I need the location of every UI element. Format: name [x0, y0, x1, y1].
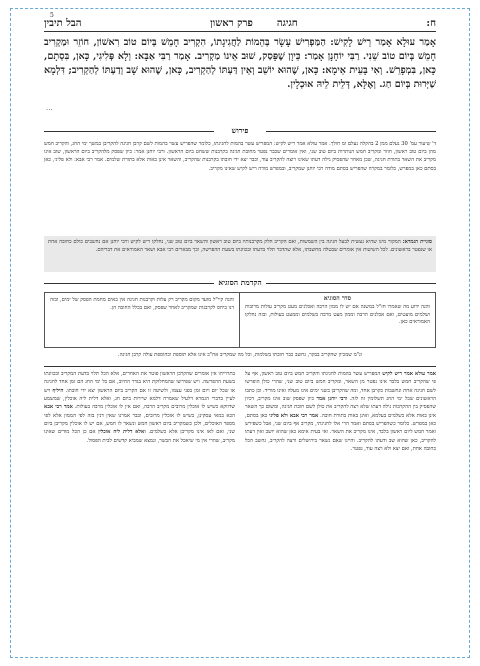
dibur-hamatchil: אמר רבי אבא ולא פליגי [269, 412, 319, 419]
paragraph-text: ויש לעיין בדברי הגמרא דלעיל שאמרה דלמא שיירות ביום חג, ואלא דלית ליה אוכלין, שמשמע שדווקא כשיש לו אוכלין מרובים מקריב הרבה, ואם אין לו אוכלין מרבה בעולות. [44, 387, 235, 411]
header-folio: ח: [426, 17, 436, 29]
header-middle [210, 18, 298, 29]
intro-box [44, 292, 436, 348]
dibur-hamatchil: אמר רבי אבא [44, 404, 73, 411]
heading-rule [44, 283, 214, 284]
intro-box-left-text: והנה קיי"ל מועד מקום מקריב רק עלות וקרבנות חגיגה אין באים מחמת הפסק של ימים, ובזה דנו ביחס לקרבנות שמקריב לאחר שפסק, ואם בכלל החובה הן. [50, 297, 234, 311]
text-ellipsis: ... [46, 104, 53, 112]
intro-box-right-heading: סדר הסוגיא [323, 295, 352, 302]
peirush-heading [44, 126, 436, 136]
heading-rule [44, 131, 214, 132]
main-text: אָמַר עוּלָא אָמַר רֵישׁ לָקִישׁ: הַמַּפְרִישׁ עָשָׂר בְּהֵמוֹת לַחֲגִיגָתוֹ, הִקְרִיב חָמֵשׁ בְּיוֹם טוֹב רִאשׁוֹן, חוֹזֵר וּמַקְרִיב חָמֵשׁ בְּיוֹם טוֹב שֵׁנִי. רַבִּי יוֹחָנָן אָמַר: כֵּיוָן שֶׁפָּסַק, שׁוּב אֵינוֹ מַקְרִיב. אָמַר רַבִּי אַבָּא: וְלָא פְּלִיגִי, כָּאן, בִּסְתָם, כָּאן, בִּמְפָרֵשׁ. וְאִי בָּעֵית אֵימָא: כָּאן, שֶׁהוּא יוֹשֵׁב וְאֵין דַּעְתּוֹ לְהַקְרִיב, כָּאן, שֶׁהוּא שָׁב וְדַעְתּוֹ לְהַקְרִיב; דִּלְמָא שַׁיְּרוּת בְּיוֹם חַג. וְאֶלָּא, דְּלֵית לֵיהּ אוּכְלָין. [44, 37, 436, 90]
peirush-title: פירוש [231, 126, 249, 135]
hakdama-title: הקדמת הסוגיא [218, 278, 262, 287]
intro-box-right [240, 293, 435, 347]
paragraph-text: אם כן הכל מודים שאינו מקריב, שהרי אין מי שיאכל את הבשר, ונמצא שמביא קדשים לבית הפסול. [44, 429, 235, 444]
sugya-text: המקור מינו שהיא נעשית לבעל חגיגה בין השמשות, ואם הקריב חלק מקרבנותיו ביום טוב ראשון והשאר ביום טוב שני, נחלקו ריש לקיש ורבי יוחנן אם נחשבים כולם כחובה אחת או שנפטר בראשונים. לכל השיטות אין אומרים שבטלה מחשבתו, אלא שהדבר תלוי בדעתו ובכוונתו בשעת ההפרשה, וכך מבארים רבי אבא ושאר האמוראים את דבריהם. [48, 239, 432, 254]
header-chapter: פרק ראשון [210, 17, 253, 29]
intro-note: ונ"מ שמכיון שהקריב בבקר, נחשב כבר חובתו בשלמות, וכל מה שמקריב אח"כ אינו אלא תוספת וכהוספת עולה קרבן חגיגה. [117, 352, 363, 358]
paragraph-text: המפריש עשר בהמות לחגיגתו והקריב חמש ביום טוב ראשון, אף על פי שהקריב חמש בלבד אינו נפטר מן השאר, ומקריב חמש ביום טוב שני, שהרי כולן הופרשו לשם חגיגה אחת ונחשבות כקרבן אחד, ומה שהקריבן בשני ימים אינו מעלה ואינו מוריד. וכן כתבו הראשונים שכל ימי החג תשלומין זה לזה. [245, 371, 436, 403]
dibur-hamatchil: ואלא דלית ליה אוכלין [98, 429, 146, 436]
header-tractate: חגיגה [276, 17, 298, 29]
column-right [245, 370, 436, 650]
column-left [44, 370, 235, 650]
intro-box-left [45, 293, 240, 347]
section-rule [44, 366, 436, 367]
header-rule [44, 31, 436, 32]
sugya-box [44, 236, 436, 272]
paragraph-text: כאן בסתם, כאן במפרש. כלומר כשהפריש בסתם ואמר הרי אלו לחגיגתי, מקריב אף ביום שני, אבל כשפירש ואמר חמש ליום ראשון בלבד, אינו מקריב את השאר. ואי בעית אימא כאן שהוא יושב ואין דעתו להקריב, כאן שהוא שב ודעתו להקריב. והיינו שאם נשאר בירושלים ורצה להקריב, נחשב הכל כחובה אחת, ואם יצא ולא רצה עוד, נפטר. [245, 412, 436, 453]
intro-box-right-text: והנה ידוע מה שאמרו חז"ל במשנה אם יש לו ממון הרבה ואכלנים מעט מקריב עולות מרובות ושלמים מועטים, ואם אכלנים הרבה וממון מעט מרבה בשלמים וממעט בעולות, ובזה נחלקו האמוראים כאן. [245, 304, 430, 326]
sugya-label: סוגיית הגמרא: [402, 239, 433, 245]
page-corner-number: 5 [50, 12, 54, 19]
heading-rule [266, 283, 436, 284]
heading-rule [266, 131, 436, 132]
paragraph-text: כיון שפסק שוב אינו מקריב, דכיון שהפסיק בין ההקרבות גילה דעתו שלא רצה להקריב את כולן לשם חובת חגיגה, ומשום כך השאר אינן באות אלא כשלמים בעלמא, ואינן באות בתורת חובה. [245, 396, 436, 419]
dibur-hamatchil: חיליף [52, 387, 64, 394]
paragraph-text: בתרוייהו אין אומרים שהקרבן הראשון פוטר את האחרים, אלא הכל תלוי בדעת המקריב ובכוונתו בשעת ההפרשה. ויש שפירשו שהמחלוקת היא בגדר החיוב, אם כל ימי החג הם זמן אחד לחגיגה או שכל יום ויום זמן בפני עצמו, ולשיטה זו אם הקריב ביום הראשון יצא ידי חובתו. [44, 371, 235, 394]
paragraph-text: הכא במאי עסקינן, בשיש לו אוכלין מרובים, וכבר אמרנו שאין דנין בזה לפי הממון אלא לפי מספר האוכלים, ולכן כשמקריב ביום ראשון חמש ונשאר לו חמש, אם יש לו אוכלין מקריבן ביום שני, ואם לאו אינו מקריבן אלא כשלמים. [44, 412, 235, 436]
commentary-text: ד' שיעור עמ' 30 נעלם ממן 2 בהקלה נעלם ומ חולך. אמר עולא אמר ריש לקיש: המפריש עשר בהמות לחגיגתו, כלומר שהפריש עשר בהמות לשם קרבן חגיגה להקריבן במשך ימי החג, והקריב חמש מהן ביום טוב ראשון, חוזר ומקריב חמש הנותרות ביום טוב שני, ואין אומרים שכבר נפטר מחובת חגיגה בקרבנות ששחט ביום הראשון. ורבי יוחנן אמר: כיון שפסק מלהקריב ביום הראשון, שוב אינו מקריב את השאר בתורת חגיגה, שכן מאחר שהפסיק גילה דעתו שאינו רוצה להקריב עוד, וכבר יצא ידי חובתו בקרבנות שהקריב, והשאר אינן באות אלא בתורת שלמים. אמר רבי אבא: ולא פליגי, כאן בסתם כאן במפרש, כלומר במקרה שהפריש בסתם מודה רבי יוחנן שמקריב, ובמפרש מודה ריש לקיש שאינו מקריב. [44, 141, 436, 172]
commentary-columns [44, 370, 436, 650]
header-left-title: הבל תיבין [44, 17, 82, 29]
hakdama-heading [44, 278, 436, 288]
dibur-hamatchil: אמר עולא אמר ריש לקיש [382, 371, 436, 377]
dibur-hamatchil: ורבי יוחנן אמר [316, 396, 348, 403]
running-header [44, 16, 436, 30]
